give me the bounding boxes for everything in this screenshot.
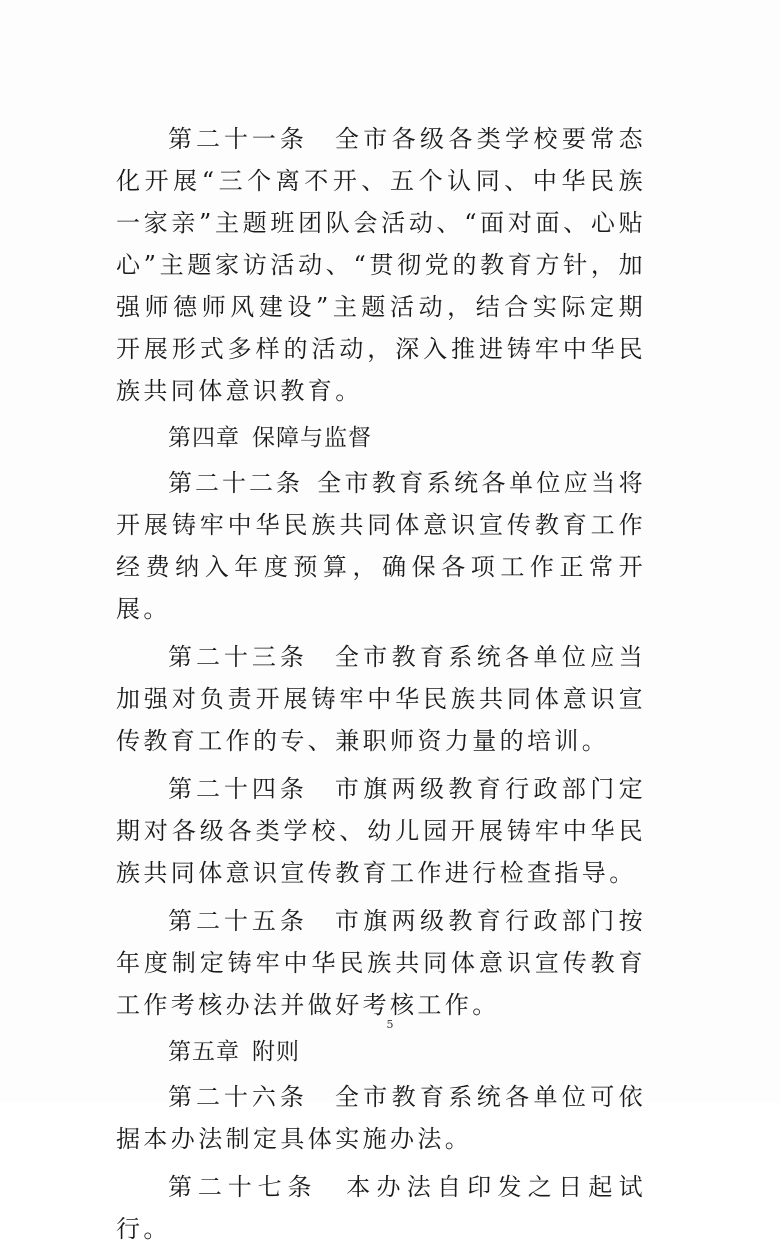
article-23 [116,636,646,762]
chapter-4-heading [116,418,646,458]
chapter-number: 第四章 [168,425,240,451]
article-number: 第二十二条 [168,469,304,497]
article-24 [116,768,646,894]
chapter-5-heading [116,1032,646,1072]
article-number: 第二十五条 [168,907,308,935]
article-text: 全市教育系统各单位应当将开展铸牢中华民族共同体意识宣传教育工作经费纳入年度预算，确保各项工作正常开展。 [116,469,646,623]
article-text: 市旗两级教育行政部门按年度制定铸牢中华民族共同体意识宣传教育工作考核办法并做好考核工作。 [116,907,646,1019]
article-26 [116,1076,646,1160]
article-27 [116,1166,646,1250]
article-22 [116,462,646,630]
chapter-number: 第五章 [168,1039,240,1065]
article-25 [116,900,646,1026]
chapter-title: 附则 [252,1039,300,1065]
article-text: 全市教育系统各单位应当加强对负责开展铸牢中华民族共同体意识宣传教育工作的专、兼职师资力量的培训。 [116,643,646,755]
article-number: 第二十四条 [168,775,308,803]
article-number: 第二十一条 [168,125,308,153]
article-number: 第二十六条 [168,1083,308,1111]
article-number: 第二十七条 [168,1173,318,1201]
page-number: 5 [386,1018,394,1031]
chapter-title: 保障与监督 [252,425,372,451]
article-number: 第二十三条 [168,643,308,671]
article-text: 全市各级各类学校要常态化开展“三个离不开、五个认同、中华民族一家亲”主题班团队会活动、“面对面、心贴心”主题家访活动、“贯彻党的教育方针，加强师德师风建设”主题活动，结合实际定期开展形式多样的活动，深入推进铸牢中华民族共同体意识教育。 [116,125,646,405]
article-text: 全市教育系统各单位可依据本办法制定具体实施办法。 [116,1083,646,1153]
article-text: 市旗两级教育行政部门定期对各级各类学校、幼儿园开展铸牢中华民族共同体意识宣传教育工作进行检查指导。 [116,775,646,887]
document-body [116,118,646,1250]
article-text: 本办法自印发之日起试行。 [116,1173,647,1243]
article-21 [116,118,646,412]
